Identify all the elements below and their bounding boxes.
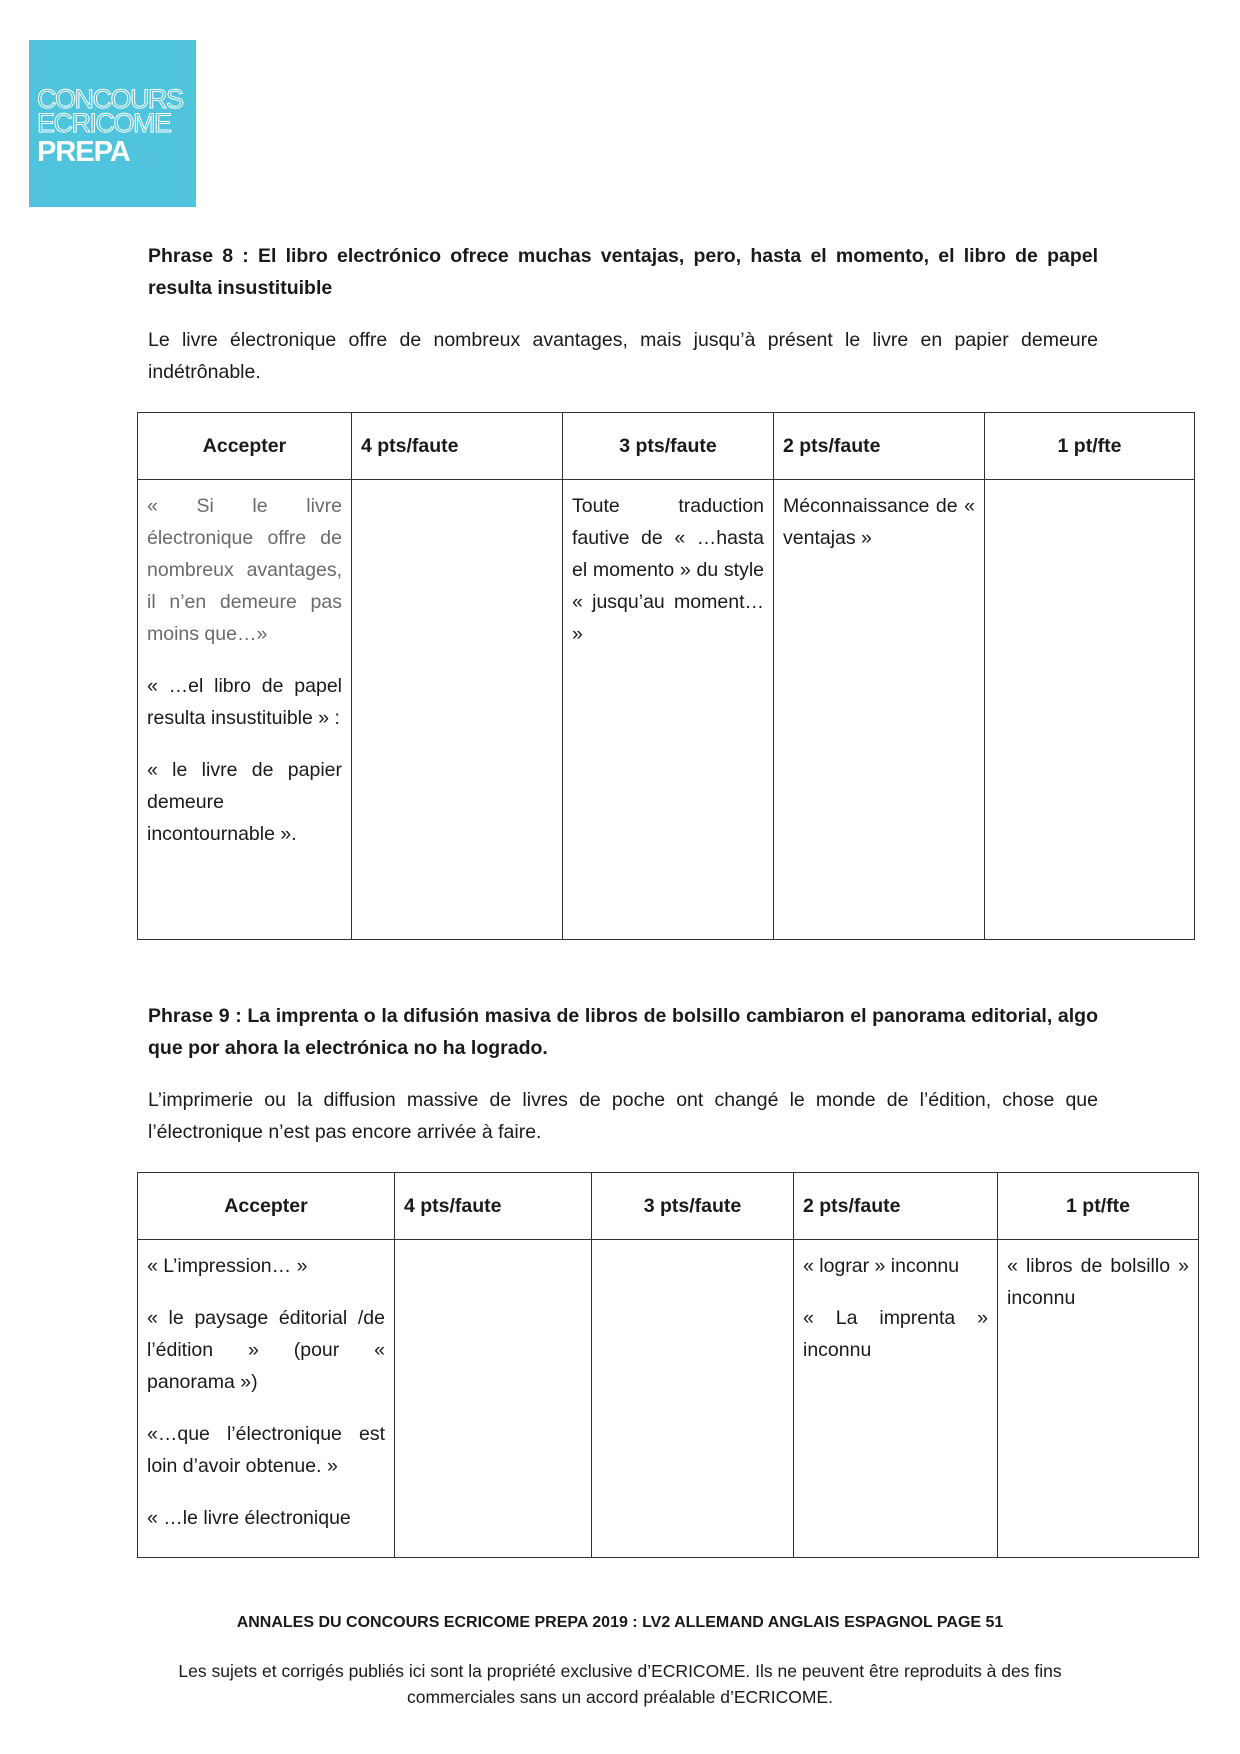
phrase9-spanish: La imprenta o la difusión masiva de libros de bolsillo cambiaron el panorama editorial, algo que por ahora la electrónica no ha logrado.: [148, 1005, 1098, 1059]
pts4-cell: [395, 1240, 592, 1558]
pts1-cell: [998, 1240, 1199, 1558]
footer-note: Les sujets et corrigés publiés ici sont la propriété exclusive d’ECRICOME. Ils ne peuvent être reproduits à des fins commerciales sans un accord préalable d’ECRICOME.: [178, 1661, 1062, 1707]
table-row: [138, 480, 1195, 940]
pts3-item: Toute traduction fautive de « …hasta el momento » du style « jusqu’au moment… »: [572, 495, 764, 645]
accept-cell: [138, 1240, 395, 1558]
header-2pts: 2 pts/faute: [774, 413, 985, 480]
table-header-row: [138, 1173, 1199, 1240]
header-3pts: 3 pts/faute: [563, 413, 774, 480]
accept-item: « le livre de papier demeure incontournable ».: [147, 759, 342, 845]
table-header-row: [138, 413, 1195, 480]
phrase8-translation: Le livre électronique offre de nombreux avantages, mais jusqu’à présent le livre en papier demeure indétrônable.: [148, 329, 1098, 383]
pts2-item: « La imprenta » inconnu: [803, 1307, 988, 1361]
phrase8-sentence: [148, 240, 1098, 304]
pts2-item: Méconnaissance de « ventajas »: [783, 495, 975, 549]
pts4-cell: [352, 480, 563, 940]
accept-item: « …el libro de papel resulta insustituible » :: [147, 675, 342, 729]
pts1-item: « libros de bolsillo » inconnu: [1007, 1255, 1189, 1309]
header-1pt: 1 pt/fte: [985, 413, 1195, 480]
header-3pts: 3 pts/faute: [592, 1173, 794, 1240]
phrase9-label: Phrase 9 :: [148, 1005, 242, 1027]
header-4pts: 4 pts/faute: [395, 1173, 592, 1240]
phrase8-label: Phrase 8 :: [148, 245, 249, 267]
logo-line-3: PREPA: [37, 136, 130, 168]
ecricome-logo: [29, 40, 196, 207]
accept-item: «…que l’électronique est loin d’avoir obtenue. »: [147, 1423, 385, 1477]
header-accepter: Accepter: [138, 1173, 395, 1240]
phrase8-spanish: El libro electrónico ofrece muchas ventajas, pero, hasta el momento, el libro de papel resulta insustituible: [148, 245, 1098, 299]
pts2-cell: [794, 1240, 998, 1558]
phrase9-section: [148, 1000, 1098, 1148]
accept-item: « Si le livre électronique offre de nombreux avantages, il n’en demeure pas moins que…»: [147, 495, 342, 645]
pts2-item: « lograr » inconnu: [803, 1255, 960, 1277]
logo-line-2: ECRICOME: [37, 108, 171, 138]
header-2pts: 2 pts/faute: [794, 1173, 998, 1240]
accept-item: « le paysage éditorial /de l’édition » (pour « panorama »): [147, 1307, 385, 1393]
footer-title: ANNALES DU CONCOURS ECRICOME PREPA 2019 : LV2 ALLEMAND ANGLAIS ESPAGNOL PAGE 51: [236, 1614, 1004, 1631]
pts1-cell: [985, 480, 1195, 940]
phrase8-grading-table: [137, 412, 1195, 940]
phrase9-sentence: [148, 1000, 1098, 1064]
accept-item: « …le livre électronique: [147, 1507, 351, 1529]
phrase9-grading-table: [137, 1172, 1199, 1558]
header-accepter: Accepter: [138, 413, 352, 480]
phrase8-section: [148, 240, 1098, 388]
logo-line-1: CONCOURS: [37, 84, 183, 114]
header-4pts: 4 pts/faute: [352, 413, 563, 480]
pts3-cell: [563, 480, 774, 940]
header-1pt: 1 pt/fte: [998, 1173, 1199, 1240]
table-row: [138, 1240, 1199, 1558]
pts2-cell: [774, 480, 985, 940]
accept-cell: [138, 480, 352, 940]
phrase9-translation: L’imprimerie ou la diffusion massive de livres de poche ont changé le monde de l’édition, chose que l’électronique n’est pas encore arrivée à faire.: [148, 1089, 1098, 1143]
accept-item: « L’impression… »: [147, 1255, 308, 1277]
pts3-cell: [592, 1240, 794, 1558]
